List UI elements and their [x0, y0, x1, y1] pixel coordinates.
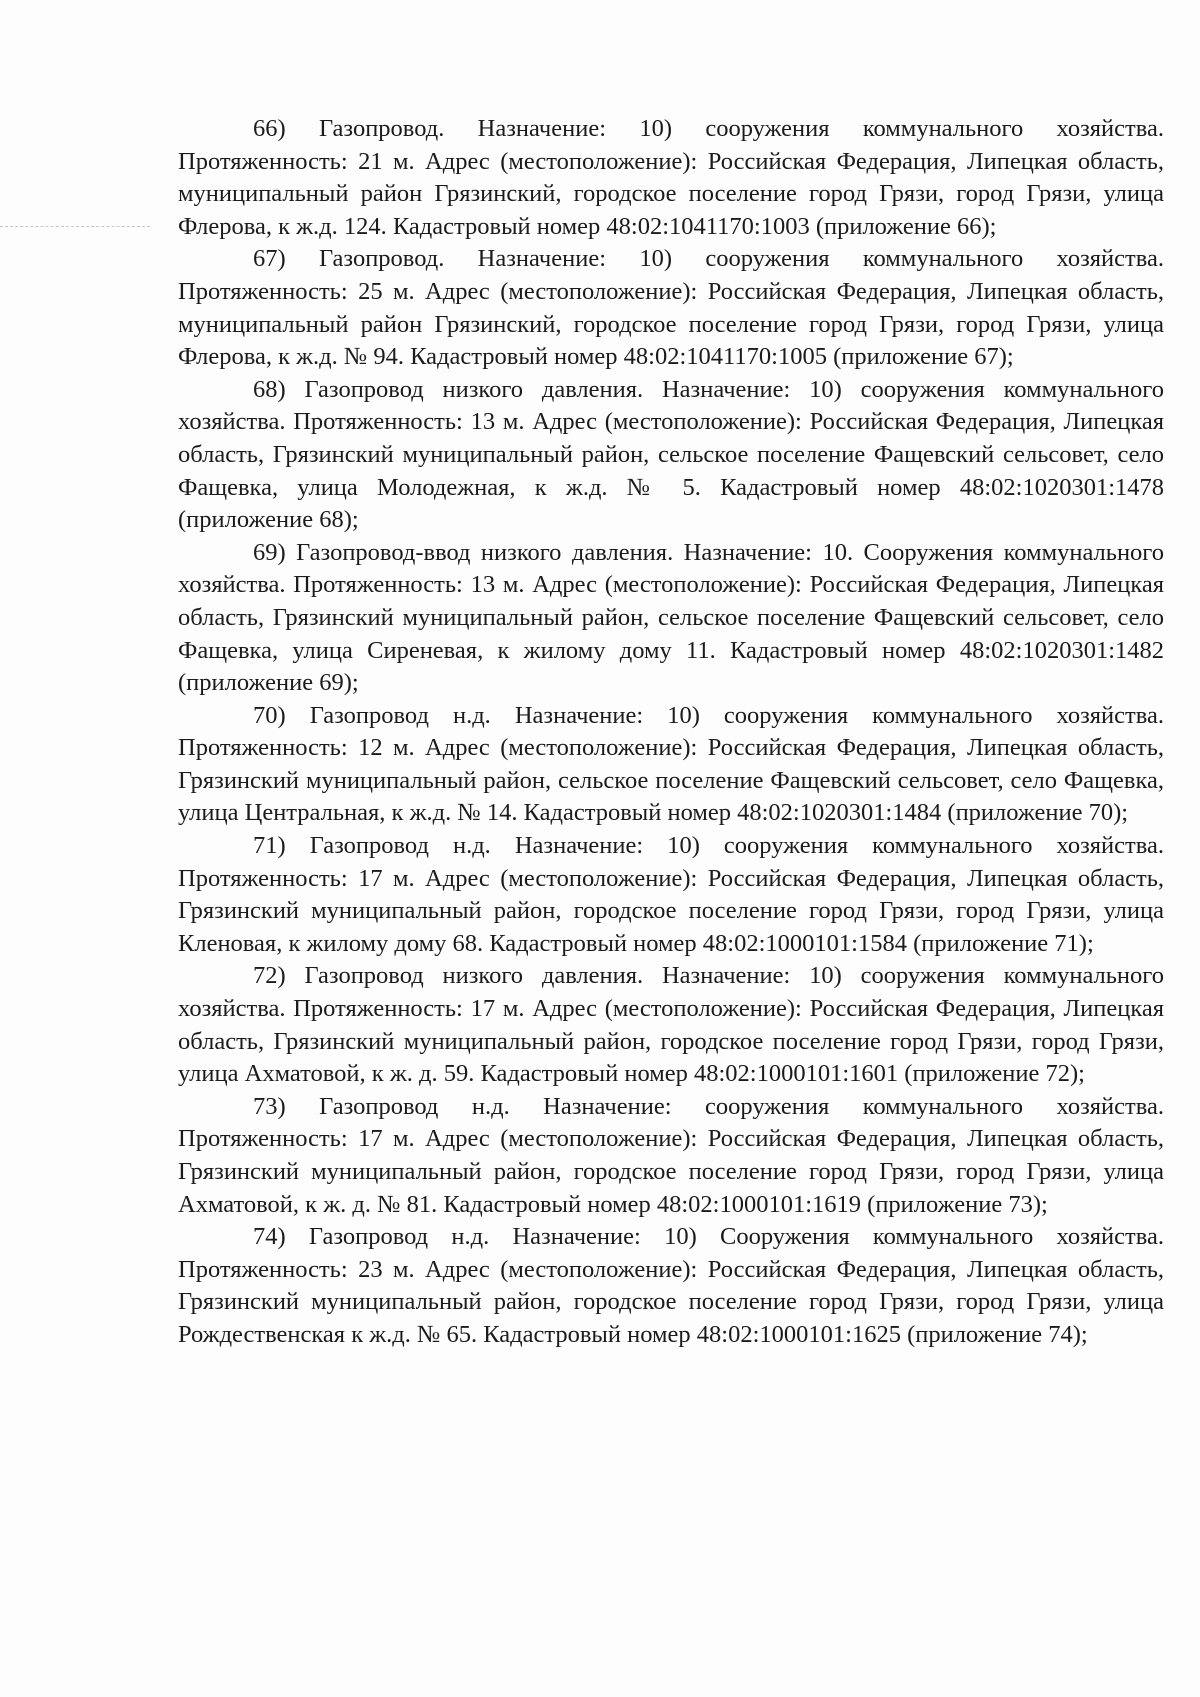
- list-item-68: 68) Газопровод низкого давления. Назначение: 10) сооружения коммунального хозяйства. Протяженность: 13 м. Адрес (местоположение): Российская Федерация, Липецкая область, Грязинский муниципальный район, сельское поселение Фащевский сельсовет, село Фащевка, улица Молодежная, к ж.д. № 5. Кадастровый номер 48:02:1020301:1478 (приложение 68);: [178, 375, 1164, 534]
- list-item-67: 67) Газопровод. Назначение: 10) сооружения коммунального хозяйства. Протяженность: 25 м. Адрес (местоположение): Российская Федерация, Липецкая область, муниципальный район Грязинский, городское поселение город Грязи, город Грязи, улица Флерова, к ж.д. № 94. Кадастровый номер 48:02:1041170:1005 (приложение 67);: [178, 245, 1164, 371]
- scan-artifact-line: [0, 226, 150, 228]
- list-item-73: 73) Газопровод н.д. Назначение: сооружения коммунального хозяйства. Протяженность: 17 м. Адрес (местоположение): Российская Федерация, Липецкая область, Грязинский муниципальный район, городское поселение город Грязи, город Грязи, улица Ахматовой, к ж. д. № 81. Кадастровый номер 48:02:1000101:1619 (приложение 73);: [178, 1092, 1164, 1218]
- document-body: [178, 113, 1164, 1352]
- list-item-71: 71) Газопровод н.д. Назначение: 10) сооружения коммунального хозяйства. Протяженность: 17 м. Адрес (местоположение): Российская Федерация, Липецкая область, Грязинский муниципальный район, городское поселение город Грязи, город Грязи, улица Кленовая, к жилому дому 68. Кадастровый номер 48:02:1000101:1584 (приложение 71);: [178, 832, 1164, 957]
- list-item-69: 69) Газопровод-ввод низкого давления. Назначение: 10. Сооружения коммунального хозяйства. Протяженность: 13 м. Адрес (местоположение): Российская Федерация, Липецкая область, Грязинский муниципальный район, сельское поселение Фащевский сельсовет, село Фащевка, улица Сиреневая, к жилому дому 11. Кадастровый номер 48:02:1020301:1482 (приложение 69);: [178, 538, 1164, 697]
- list-item-72: 72) Газопровод низкого давления. Назначение: 10) сооружения коммунального хозяйства. Протяженность: 17 м. Адрес (местоположение): Российская Федерация, Липецкая область, Грязинский муниципальный район, городское поселение город Грязи, город Грязи, улица Ахматовой, к ж. д. 59. Кадастровый номер 48:02:1000101:1601 (приложение 72);: [178, 962, 1164, 1088]
- list-item-74: 74) Газопровод н.д. Назначение: 10) Сооружения коммунального хозяйства. Протяженность: 23 м. Адрес (местоположение): Российская Федерация, Липецкая область, Грязинский муниципальный район, городское поселение город Грязи, город Грязи, улица Рождественская к ж.д. № 65. Кадастровый номер 48:02:1000101:1625 (приложение 74);: [178, 1223, 1164, 1348]
- list-item-70: 70) Газопровод н.д. Назначение: 10) сооружения коммунального хозяйства. Протяженность: 12 м. Адрес (местоположение): Российская Федерация, Липецкая область, Грязинский муниципальный район, сельское поселение Фащевский сельсовет, село Фащевка, улица Центральная, к ж.д. № 14. Кадастровый номер 48:02:1020301:1484 (приложение 70);: [178, 701, 1164, 827]
- list-item-66: 66) Газопровод. Назначение: 10) сооружения коммунального хозяйства. Протяженность: 21 м. Адрес (местоположение): Российская Федерация, Липецкая область, муниципальный район Грязинский, городское поселение город Грязи, город Грязи, улица Флерова, к ж.д. 124. Кадастровый номер 48:02:1041170:1003 (приложение 66);: [178, 115, 1164, 240]
